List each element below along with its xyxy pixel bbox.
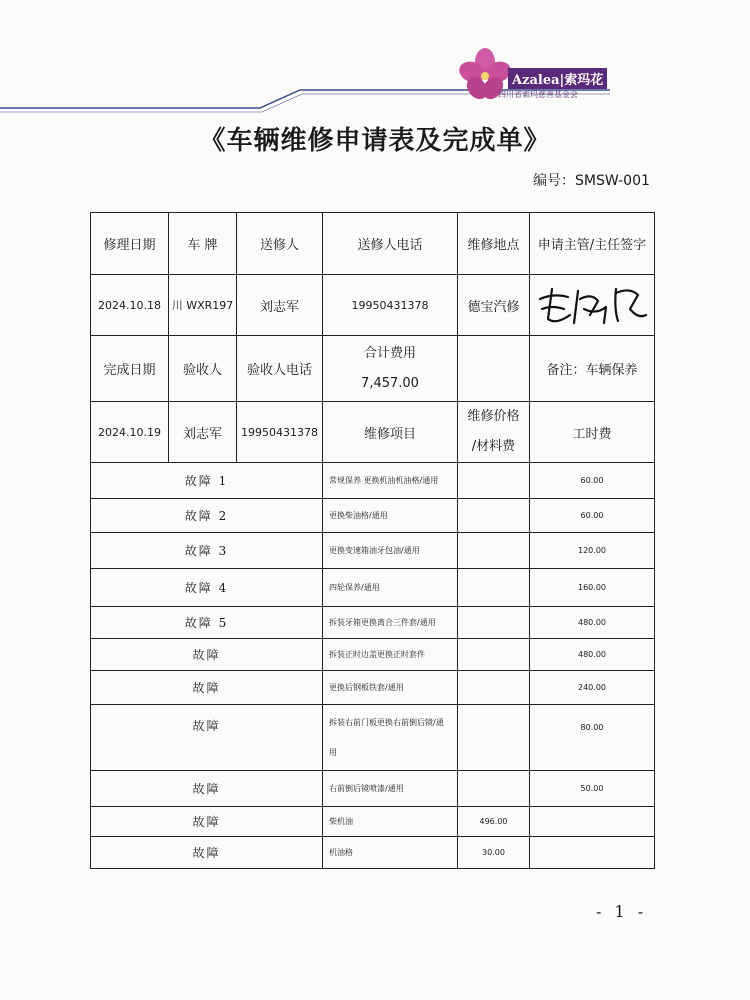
total-cost-label: 合计费用: [363, 345, 416, 361]
empty-cell: [458, 336, 530, 402]
item-price: [458, 671, 530, 705]
inspector-phone-value: 19950431378: [237, 402, 323, 463]
item-labor: 480.00: [530, 607, 655, 639]
header-row-1: [91, 213, 655, 275]
labor-header: 工时费: [530, 402, 655, 463]
item-description: 四轮保养/通用: [323, 569, 458, 607]
item-description: 更换变速箱油牙包油/通用: [323, 533, 458, 569]
note-text: 备注：车辆保养: [530, 336, 655, 402]
price-header: [458, 402, 530, 463]
item-price: 30.00: [458, 837, 530, 869]
item-description: 常规保养 更换机油机油格/通用: [323, 463, 458, 499]
item-labor: 120.00: [530, 533, 655, 569]
fault-label: 故障: [91, 807, 323, 837]
finish-date-header: 完成日期: [91, 336, 169, 402]
item-labor: 80.00: [530, 705, 655, 771]
table-row: [91, 639, 655, 671]
item-labor: 160.00: [530, 569, 655, 607]
inspector-header: 验收人: [169, 336, 237, 402]
plate-value: 川 WXR197: [169, 275, 237, 336]
item-price: [458, 607, 530, 639]
fault-label: 故障 4: [91, 569, 323, 607]
total-cost-value: 7,457.00: [361, 375, 419, 391]
item-price: [458, 639, 530, 671]
item-description: 拆装牙箱更换离合三件套/通用: [323, 607, 458, 639]
item-price: [458, 463, 530, 499]
item-labor: [530, 837, 655, 869]
repair-items-header: 维修项目: [323, 402, 458, 463]
item-labor: 60.00: [530, 463, 655, 499]
table-row: [91, 499, 655, 533]
item-labor: [530, 807, 655, 837]
item-labor: 240.00: [530, 671, 655, 705]
fault-label: 故障: [91, 671, 323, 705]
fault-label: 故障 1: [91, 463, 323, 499]
data-row-1: [91, 275, 655, 336]
fault-label: 故障: [91, 705, 323, 771]
item-description: 柴机油: [323, 807, 458, 837]
item-labor: 50.00: [530, 771, 655, 807]
inspector-phone-header: 验收人电话: [237, 336, 323, 402]
item-description-line-1: 拆装右前门板更换右前倒后镜/通: [329, 717, 444, 727]
fault-label: 故障: [91, 771, 323, 807]
item-price: [458, 533, 530, 569]
fault-label: 故障: [91, 639, 323, 671]
table-row: [91, 771, 655, 807]
price-header-line-2: /材料费: [471, 439, 516, 454]
sender-value: 刘志军: [237, 275, 323, 336]
table-row: [91, 807, 655, 837]
table-row: [91, 569, 655, 607]
sender-phone-value: 19950431378: [323, 275, 458, 336]
signature-cell: [530, 275, 655, 336]
table-row: [91, 607, 655, 639]
table-row: [91, 533, 655, 569]
logo-org-name: 四川省索玛慈善基金会: [498, 90, 578, 99]
data-row-2: [91, 402, 655, 463]
handwritten-signature-icon: [534, 279, 650, 331]
item-description: 右前倒后镜喷漆/通用: [323, 771, 458, 807]
item-price: [458, 705, 530, 771]
finish-date-value: 2024.10.19: [91, 402, 169, 463]
item-description-line-2: 用: [329, 747, 337, 757]
location-value: 德宝汽修: [458, 275, 530, 336]
repair-form-table: [90, 212, 655, 869]
item-description: 拆装正时边盖更换正时套件: [323, 639, 458, 671]
header-decorative-line: [0, 0, 750, 120]
item-description: 更换柴油格/通用: [323, 499, 458, 533]
item-description: 机油格: [323, 837, 458, 869]
fault-label: 故障: [91, 837, 323, 869]
item-labor: 60.00: [530, 499, 655, 533]
sender-header: 送修人: [237, 213, 323, 275]
plate-header: 车 牌: [169, 213, 237, 275]
sender-phone-header: 送修人电话: [323, 213, 458, 275]
item-description: [323, 705, 458, 771]
logo-brand-text: Azalea|索玛花: [508, 68, 607, 89]
item-labor: 480.00: [530, 639, 655, 671]
document-title: 《车辆维修申请表及完成单》: [199, 126, 551, 156]
header-row-2: [91, 336, 655, 402]
page-number: - 1 -: [596, 902, 648, 921]
fault-label: 故障 3: [91, 533, 323, 569]
table-row: [91, 837, 655, 869]
location-header: 维修地点: [458, 213, 530, 275]
item-price: [458, 499, 530, 533]
item-price: [458, 771, 530, 807]
approver-header: 申请主管/主任签字: [530, 213, 655, 275]
table-row: [91, 671, 655, 705]
price-header-line-1: 维修价格: [467, 409, 520, 424]
item-description: 更换后钢板铁套/通用: [323, 671, 458, 705]
table-row: [91, 705, 655, 771]
total-cost-cell: [323, 336, 458, 402]
document-number: 编号：SMSW-001: [533, 173, 650, 189]
item-price: 496.00: [458, 807, 530, 837]
repair-date-value: 2024.10.18: [91, 275, 169, 336]
fault-label: 故障 2: [91, 499, 323, 533]
item-price: [458, 569, 530, 607]
inspector-value: 刘志军: [169, 402, 237, 463]
repair-date-header: 修理日期: [91, 213, 169, 275]
table-row: [91, 463, 655, 499]
fault-label: 故障 5: [91, 607, 323, 639]
